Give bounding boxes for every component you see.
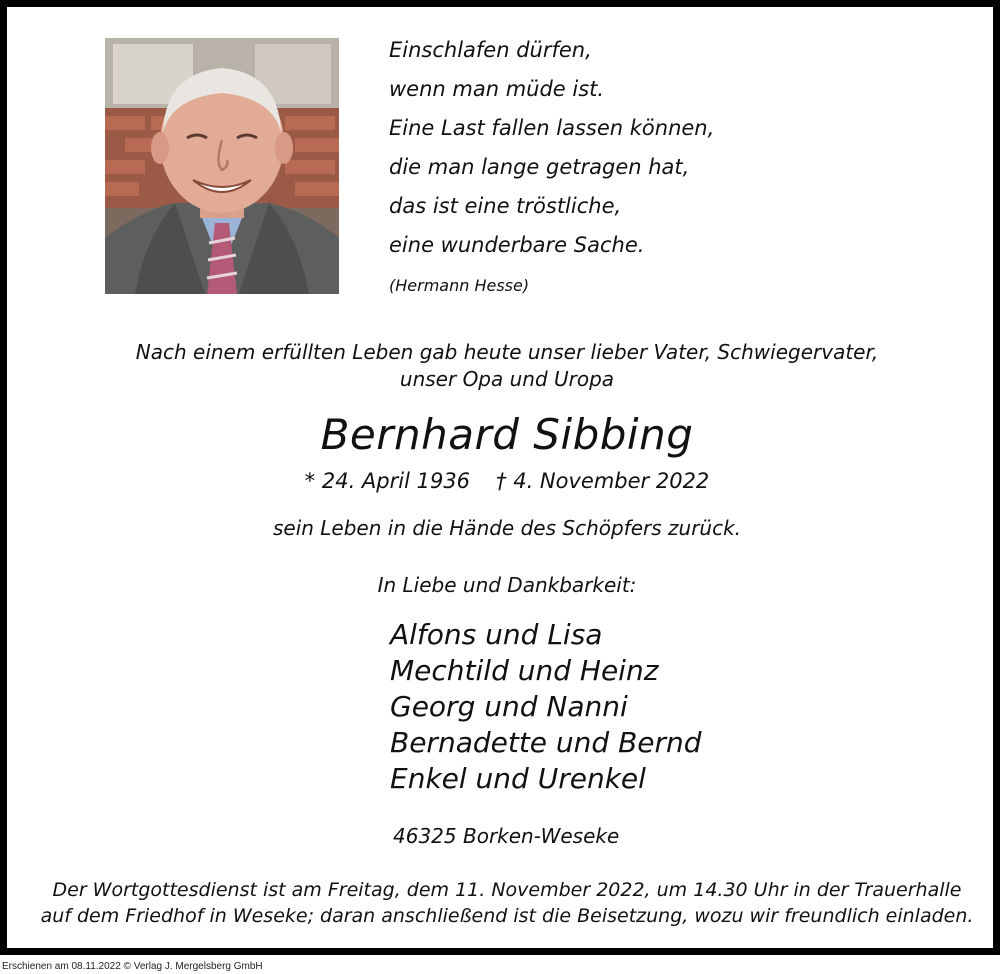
poem-line: wenn man müde ist. bbox=[389, 77, 605, 101]
poem-line: eine wunderbare Sache. bbox=[389, 233, 645, 257]
family-list bbox=[390, 617, 702, 797]
service-info bbox=[7, 877, 1000, 929]
birth-date: * 24. April 1936 bbox=[304, 469, 471, 493]
family-member: Mechtild und Heinz bbox=[390, 654, 659, 687]
returned-text: sein Leben in die Hände des Schöpfers zurück. bbox=[272, 516, 742, 540]
death-date: † 4. November 2022 bbox=[496, 469, 710, 493]
deceased-name: Bernhard Sibbing bbox=[320, 410, 694, 459]
poem-line: das ist eine tröstliche, bbox=[389, 194, 622, 218]
gratitude-text: In Liebe und Dankbarkeit: bbox=[377, 573, 637, 597]
service-line: auf dem Friedhof in Weseke; daran anschließend ist die Beisetzung, wozu wir freundlich einladen. bbox=[40, 905, 974, 927]
poem-line: Eine Last fallen lassen können, bbox=[389, 116, 715, 140]
poem-author: (Hermann Hesse) bbox=[389, 276, 530, 295]
intro-line: unser Opa und Uropa bbox=[399, 367, 615, 391]
family-member: Alfons und Lisa bbox=[390, 618, 603, 651]
family-member: Enkel und Urenkel bbox=[390, 762, 646, 795]
publication-footer: Erschienen am 08.11.2022 © Verlag J. Mergelsberg GmbH bbox=[2, 961, 263, 972]
poem-line: die man lange getragen hat, bbox=[389, 155, 690, 179]
poem-line: Einschlafen dürfen, bbox=[389, 38, 592, 62]
place: 46325 Borken-Weseke bbox=[393, 824, 620, 848]
family-member: Bernadette und Bernd bbox=[390, 726, 702, 759]
family-member: Georg und Nanni bbox=[390, 690, 628, 723]
poem bbox=[389, 31, 714, 297]
service-line: Der Wortgottesdienst ist am Freitag, dem 11. November 2022, um 14.30 Uhr in der Trauerhalle bbox=[52, 879, 962, 901]
portrait-photo bbox=[105, 38, 339, 294]
intro-text bbox=[7, 339, 1000, 393]
life-dates bbox=[7, 467, 1000, 495]
intro-line: Nach einem erfüllten Leben gab heute unser lieber Vater, Schwiegervater, bbox=[135, 340, 879, 364]
